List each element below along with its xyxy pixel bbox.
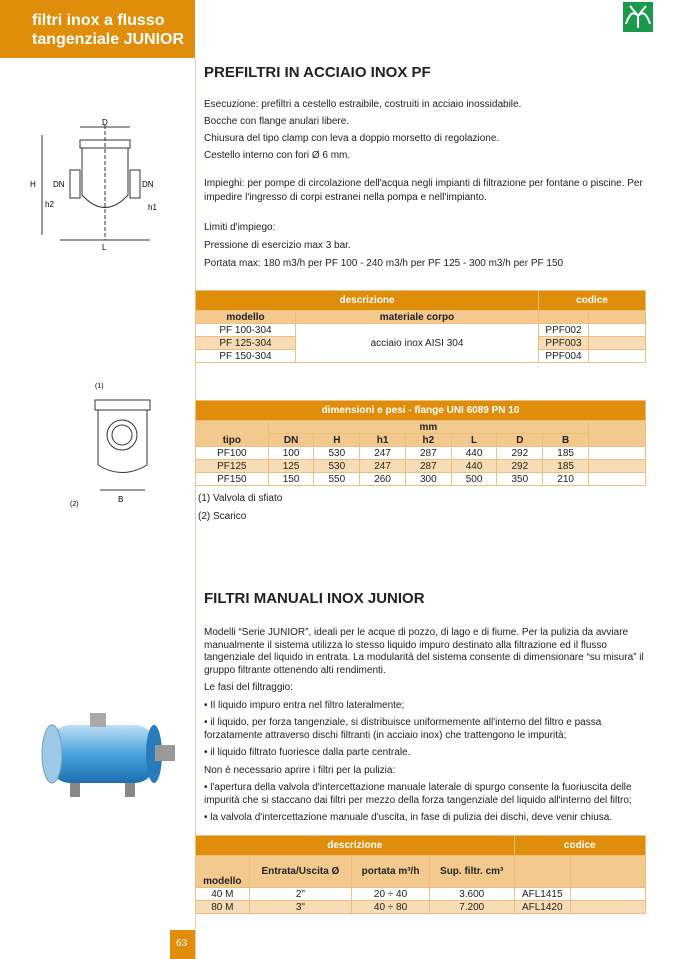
footnote: (1) Valvola di sfiato	[198, 493, 283, 504]
junior-filter-photo	[30, 705, 180, 805]
svg-text:h1: h1	[148, 203, 157, 212]
page-number: 63	[170, 930, 195, 959]
header-line: tangenziale JUNIOR	[32, 31, 185, 48]
divider	[195, 58, 196, 959]
table-row: PF 100-304 acciaio inox AISI 304 PPF002	[196, 324, 646, 337]
svg-text:(1): (1)	[95, 383, 104, 390]
table-row: 40 M 2" 20 ÷ 40 3.600 AFL1415	[196, 888, 646, 901]
table-row: PF 150-304 PPF004	[196, 350, 646, 363]
dim-label-D: D	[102, 118, 108, 127]
section-title: FILTRI MANUALI INOX JUNIOR	[204, 590, 425, 607]
description-text: Modelli “Serie JUNIOR”, ideali per le acque di pozzo, di lago e di fiume. Per la pulizia da avviare manualmente il sistema utilizza lo stesso liquido impuro destinato alla filtrazione ed il flusso tangenziale del liquido in entrata. La modularità del sistema consente di dimensionare “su misura” il gruppo filtrante ottenendo alti rendimenti. Le fasi del filtraggio: • Il liquido impuro entra nel filtro lateralmente; • il liquido, per forza tangenziale, si distribuisce uniformemente all'interno del filtro e passa forzatamente attraverso dischi filtranti (in acciaio inox) che trattengono le impurità; • il liquido filtrato fuoriesce dalla parte centrale. Non è necessario aprire i filtri per la pulizia: • l'apertura della valvola d'intercettazione manuale laterale di spurgo consente la fuoriuscita delle impurità che si staccano dai filtri per mezzo della forza tangenziale del liquido all'interno del filtro; • la valvola d'intercettazione manuale d'uscita, in fase di pulizia dei dischi, deve venir chiusa.	[204, 627, 644, 823]
filter-drawing-side	[20, 115, 180, 250]
svg-text:(2): (2)	[70, 501, 79, 508]
dimensions-table: dimensioni e pesi - flange UNI 6089 PN 10 tipo mm DN H h1 h2 L D B PF100 100 530 247 287 440 292 185 PF125 125 530 247 287 440 292 185 PF150 150 550 260 300 500 350 210	[195, 400, 646, 486]
svg-text:B: B	[118, 495, 124, 504]
section-header	[0, 0, 195, 58]
table-row: PF125 125 530 247 287 440 292 185	[196, 460, 646, 473]
description-text: Esecuzione: prefiltri a cestello estraibile, costruiti in acciaio inossidabile. Bocche con flange anulari libere. Chiusura del tipo clamp con leva a doppio morsetto di regolazione. Cestello interno con fori Ø 6 mm. Impieghi: per pompe di circolazione dell'acqua negli impianti di filtrazione per fontane o piscine. Per impedire l'ingresso di corpi estranei nella pompa e nell'impianto. Limiti d'impiego: Pressione di esercizio max 3 bar. Portata max: 180 m3/h per PF 100 - 240 m3/h per PF 125 - 300 m3/h per PF 150	[204, 99, 643, 269]
svg-text:h2: h2	[45, 200, 54, 209]
brand-logo-icon	[623, 2, 653, 32]
filter-drawing-front	[70, 380, 185, 510]
section-title: PREFILTRI IN ACCIAIO INOX PF	[204, 64, 431, 81]
table-row: PF100 100 530 247 287 440 292 185	[196, 447, 646, 460]
header-line: filtri inox a flusso	[32, 12, 165, 29]
table-row: 80 M 3" 40 ÷ 80 7.200 AFL1420	[196, 901, 646, 914]
svg-text:DN: DN	[53, 180, 65, 189]
footnote: (2) Scarico	[198, 511, 247, 522]
svg-text:L: L	[102, 243, 107, 250]
svg-text:DN: DN	[142, 180, 154, 189]
junior-table: descrizione codice modello Entrata/Uscita Ø portata m³/h Sup. filtr. cm³ 40 M 2" 20 ÷ 40 3.600 AFL1415 80 M 3" 40 ÷ 80 7.200 AFL1420	[195, 835, 646, 914]
models-table: descrizione codice modello materiale corpo PF 100-304 acciaio inox AISI 304 PPF002 PF 125-304 PPF003 PF 150-304 PPF004	[195, 290, 646, 363]
table-row: PF150 150 550 260 300 500 350 210	[196, 473, 646, 486]
table-row: PF 125-304 PPF003	[196, 337, 646, 350]
svg-text:H: H	[30, 180, 36, 189]
